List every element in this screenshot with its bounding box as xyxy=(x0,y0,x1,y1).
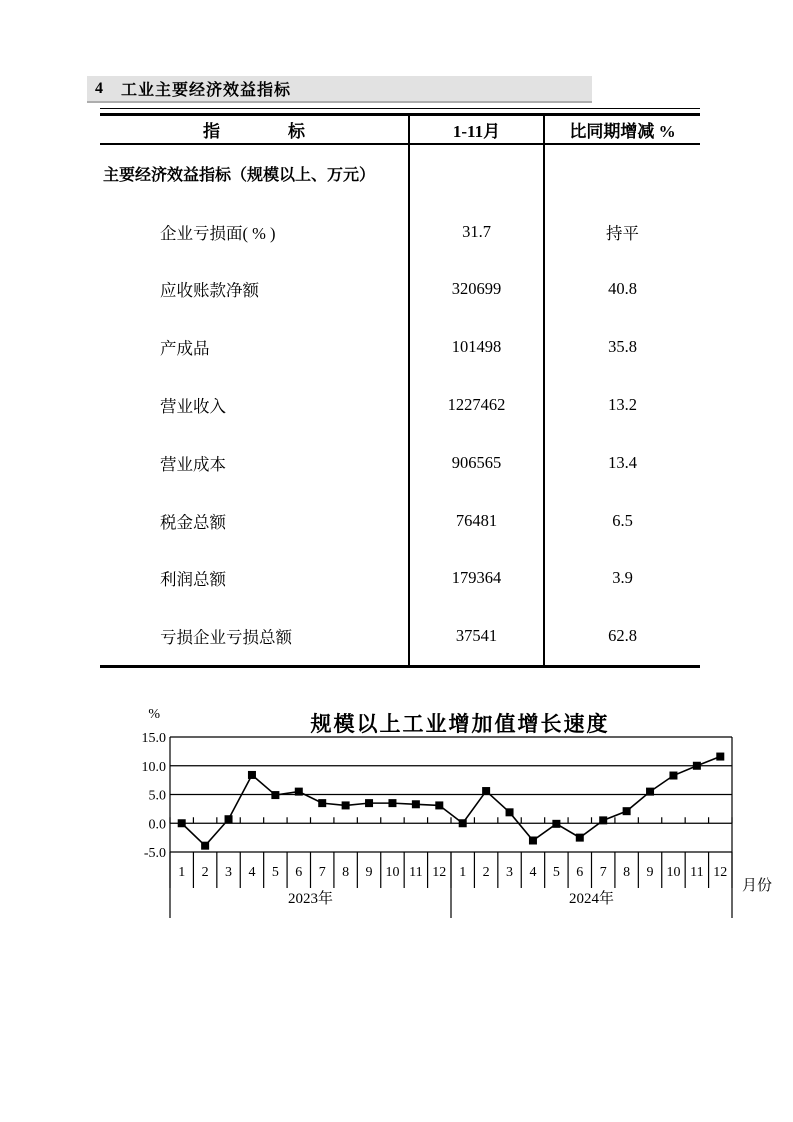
table-row xyxy=(100,550,700,608)
month-tick-label: 7 xyxy=(599,865,607,880)
row-change: 62.8 xyxy=(543,607,700,665)
row-change: 35.8 xyxy=(543,318,700,376)
data-point-marker xyxy=(529,837,537,845)
section-number: 4 xyxy=(95,79,103,97)
table-row xyxy=(100,376,700,434)
month-tick-label: 11 xyxy=(690,865,704,880)
data-point-marker xyxy=(201,842,209,850)
year-label: 2024年 xyxy=(568,891,615,907)
data-point-marker xyxy=(225,815,233,823)
indicators-table-inner xyxy=(100,113,700,668)
data-point-marker xyxy=(365,799,373,807)
data-point-marker xyxy=(412,800,420,808)
table-row-group-header xyxy=(100,145,700,203)
data-point-marker xyxy=(599,816,607,824)
column-header-indicator: 指 标 xyxy=(203,122,305,141)
row-change: 13.2 xyxy=(543,376,700,434)
month-tick-label: 12 xyxy=(432,865,447,880)
data-point-marker xyxy=(435,801,443,809)
row-value: 37541 xyxy=(408,607,543,665)
chart-title: 规模以上工业增加值增长速度 xyxy=(310,712,610,736)
month-tick-label: 8 xyxy=(623,865,631,880)
month-tick-label: 4 xyxy=(248,865,256,880)
table-row xyxy=(100,607,700,665)
column-header-change: 比同期增减 % xyxy=(543,116,700,143)
month-tick-label: 10 xyxy=(666,865,681,880)
row-change: 13.4 xyxy=(543,434,700,492)
row-value: 906565 xyxy=(408,434,543,492)
month-tick-label: 12 xyxy=(713,865,728,880)
row-change: 持平 xyxy=(543,203,700,261)
row-change: 6.5 xyxy=(543,492,700,550)
row-label: 应收账款净额 xyxy=(160,281,259,301)
row-change: 3.9 xyxy=(543,550,700,608)
month-tick-label: 2 xyxy=(482,865,490,880)
table-row xyxy=(100,203,700,261)
data-point-marker xyxy=(506,808,514,816)
month-tick-label: 1 xyxy=(178,865,186,880)
table-row xyxy=(100,492,700,550)
y-tick-label: 5.0 xyxy=(148,788,166,804)
table-row xyxy=(100,434,700,492)
data-point-marker xyxy=(693,762,701,770)
row-change xyxy=(543,145,700,203)
data-point-marker xyxy=(248,771,256,779)
data-point-marker xyxy=(388,799,396,807)
y-tick-label: 10.0 xyxy=(141,759,166,775)
row-label: 产成品 xyxy=(160,339,210,359)
month-tick-label: 5 xyxy=(271,865,279,880)
data-point-marker xyxy=(576,834,584,842)
table-header-row xyxy=(100,116,700,145)
row-value: 76481 xyxy=(408,492,543,550)
data-point-marker xyxy=(271,791,279,799)
month-tick-label: 8 xyxy=(342,865,350,880)
data-point-marker xyxy=(178,819,186,827)
month-tick-label: 7 xyxy=(318,865,326,880)
month-tick-label: 3 xyxy=(506,865,514,880)
row-label: 亏损企业亏损总额 xyxy=(160,628,292,648)
row-label: 企业亏损面( % ) xyxy=(160,223,276,243)
data-point-marker xyxy=(623,807,631,815)
row-label: 营业收入 xyxy=(160,397,226,417)
indicators-table xyxy=(100,108,700,668)
month-tick-label: 6 xyxy=(576,865,584,880)
data-point-marker xyxy=(669,772,677,780)
row-label: 利润总额 xyxy=(160,570,226,590)
row-value: 101498 xyxy=(408,318,543,376)
row-change: 40.8 xyxy=(543,261,700,319)
row-label: 税金总额 xyxy=(160,512,226,532)
industrial-growth-line-chart xyxy=(130,700,790,925)
month-tick-label: 2 xyxy=(201,865,209,880)
month-tick-label: 10 xyxy=(385,865,400,880)
table-row xyxy=(100,261,700,319)
section-title: 工业主要经济效益指标 xyxy=(121,82,292,99)
month-tick-label: 5 xyxy=(552,865,560,880)
month-tick-label: 4 xyxy=(529,865,537,880)
y-axis-unit-label: % xyxy=(148,707,160,722)
row-value: 1227462 xyxy=(408,376,543,434)
row-value xyxy=(408,145,543,203)
month-tick-label: 6 xyxy=(295,865,303,880)
row-label: 营业成本 xyxy=(160,454,226,474)
data-point-marker xyxy=(459,819,467,827)
row-value: 31.7 xyxy=(408,203,543,261)
series-line xyxy=(182,757,721,846)
x-axis-label: 月份 xyxy=(742,878,773,894)
row-value: 179364 xyxy=(408,550,543,608)
y-tick-label: -5.0 xyxy=(143,846,166,861)
table-row xyxy=(100,318,700,376)
month-tick-label: 3 xyxy=(225,865,233,880)
row-value: 320699 xyxy=(408,261,543,319)
month-tick-label: 1 xyxy=(459,865,467,880)
y-tick-label: 0.0 xyxy=(148,817,166,833)
data-point-marker xyxy=(552,820,560,828)
month-tick-label: 9 xyxy=(365,865,373,880)
year-label: 2023年 xyxy=(287,891,334,907)
section-header-bar xyxy=(87,76,592,103)
data-point-marker xyxy=(482,787,490,795)
data-point-marker xyxy=(646,788,654,796)
y-tick-label: 15.0 xyxy=(141,731,166,746)
data-point-marker xyxy=(318,799,326,807)
data-point-marker xyxy=(716,753,724,761)
data-point-marker xyxy=(342,801,350,809)
data-point-marker xyxy=(295,788,303,796)
month-tick-label: 11 xyxy=(409,865,423,880)
row-label: 主要经济效益指标（规模以上、万元） xyxy=(103,167,376,185)
column-header-period: 1-11月 xyxy=(408,116,543,143)
month-tick-label: 9 xyxy=(646,865,654,880)
